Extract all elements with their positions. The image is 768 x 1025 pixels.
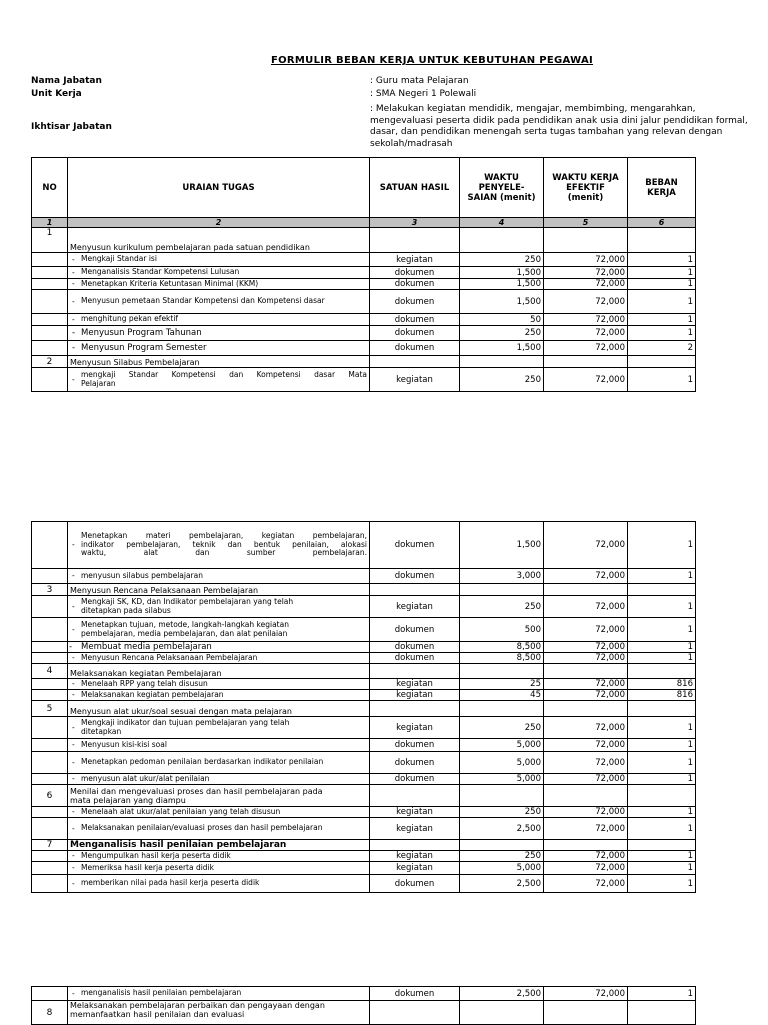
unit-cell: dokumen — [370, 341, 460, 356]
beban-cell: 1 — [628, 752, 696, 774]
task-text: menyusun silabus pembelajaran — [81, 570, 203, 580]
task-text: Menetapkan pedoman penilaian berdasarkan indikator penilaian — [81, 757, 324, 767]
waktu-cell: 2,500 — [460, 987, 544, 1001]
table-row: - Menyusun Program Tahunan dokumen 250 72,000 1 — [32, 326, 696, 341]
waktu-cell: 1,500 — [460, 341, 544, 356]
table-row: - menganalisis hasil penilaian pembelajaran dokumen 2,500 72,000 1 — [32, 987, 696, 1001]
col-header-no: NO — [32, 158, 68, 218]
section-row — [32, 785, 696, 807]
table-header-row — [32, 158, 696, 218]
task-text: Menyusun pemetaan Standar Kompetensi dan Kompetensi dasar — [81, 296, 325, 306]
beban-cell: 1 — [628, 618, 696, 642]
waktu-cell: 50 — [460, 314, 544, 326]
unit-cell: dokumen — [370, 522, 460, 569]
waktu-cell: 1,500 — [460, 290, 544, 314]
unit-cell: kegiatan — [370, 596, 460, 618]
unit-cell: dokumen — [370, 653, 460, 664]
efektif-cell: 72,000 — [544, 618, 628, 642]
waktu-cell: 250 — [460, 596, 544, 618]
row-number: 6 — [32, 785, 68, 807]
task-text: menghitung pekan efektif — [81, 314, 179, 324]
unit-cell: dokumen — [370, 267, 460, 279]
unit-cell: dokumen — [370, 326, 460, 341]
col-header-beban: BEBAN KERJA — [628, 158, 696, 218]
beban-cell: 2 — [628, 341, 696, 356]
task-text: Menelaah alat ukur/alat penilaian yang telah disusun — [81, 806, 281, 816]
task-text: Mengkaji indikator dan tujuan pembelajaran yang telah ditetapkan — [81, 718, 290, 736]
waktu-cell: 5,000 — [460, 862, 544, 875]
beban-cell: 1 — [628, 522, 696, 569]
beban-cell: 1 — [628, 326, 696, 341]
waktu-cell: 1,500 — [460, 279, 544, 290]
unit-cell: kegiatan — [370, 818, 460, 840]
beban-cell: 1 — [628, 279, 696, 290]
waktu-cell: 5,000 — [460, 752, 544, 774]
unit-cell: dokumen — [370, 739, 460, 752]
waktu-cell: 5,000 — [460, 739, 544, 752]
task-text: mengkaji Standar Kompetensi dan Kompetensi dasar Mata Pelajaran — [81, 370, 367, 388]
beban-cell: 1 — [628, 987, 696, 1001]
table-row: - Menyusun Rencana Pelaksanaan Pembelajaran dokumen 8,500 72,000 1 — [32, 653, 696, 664]
task-text: Menganalisis Standar Kompetensi Lulusan — [81, 267, 240, 277]
table-row: - Menyusun Program Semester dokumen 1,500 72,000 2 — [32, 341, 696, 356]
efektif-cell: 72,000 — [544, 368, 628, 392]
unit-cell: kegiatan — [370, 717, 460, 739]
table-row: - Membuat media pembelajaran dokumen 8,500 72,000 1 — [32, 642, 696, 653]
row-number: 1 — [32, 228, 68, 253]
table-row: - memberikan nilai pada hasil kerja peserta didik dokumen 2,500 72,000 1 — [32, 875, 696, 893]
task-text: Menetapkan Kriteria Ketuntasan Minimal (KKM) — [81, 278, 259, 288]
row-number: 3 — [32, 584, 68, 596]
waktu-cell: 5,000 — [460, 774, 544, 785]
beban-cell: 816 — [628, 690, 696, 701]
col-header-waktu: WAKTU PENYELE- SAIAN (menit) — [460, 158, 544, 218]
beban-cell: 1 — [628, 717, 696, 739]
efektif-cell: 72,000 — [544, 987, 628, 1001]
waktu-cell: 25 — [460, 679, 544, 690]
efektif-cell: 72,000 — [544, 807, 628, 818]
col-number: 1 — [32, 218, 68, 228]
efektif-cell: 72,000 — [544, 690, 628, 701]
beban-cell: 1 — [628, 569, 696, 584]
workload-table-part-2 — [31, 521, 696, 893]
section-title: Menyusun Silabus Pembelajaran — [68, 356, 370, 368]
section-title: Menyusun kurikulum pembelajaran pada satuan pendidikan — [68, 228, 370, 253]
task-text: Melaksanakan penilaian/evaluasi proses dan hasil pembelajaran — [81, 823, 323, 833]
beban-cell: 1 — [628, 807, 696, 818]
waktu-cell: 1,500 — [460, 522, 544, 569]
col-header-efektif: WAKTU KERJA EFEKTIF (menit) — [544, 158, 628, 218]
table-row: - Menelaah RPP yang telah disusun kegiatan 25 72,000 816 — [32, 679, 696, 690]
beban-cell: 1 — [628, 314, 696, 326]
beban-cell: 1 — [628, 875, 696, 893]
waktu-cell: 250 — [460, 851, 544, 862]
efektif-cell: 72,000 — [544, 679, 628, 690]
ikhtisar-jabatan-label: Ikhtisar Jabatan — [31, 122, 112, 132]
efektif-cell: 72,000 — [544, 290, 628, 314]
unit-cell: dokumen — [370, 290, 460, 314]
table-row: - Melaksanakan penilaian/evaluasi proses dan hasil pembelajaran kegiatan 2,500 72,000 1 — [32, 818, 696, 840]
efektif-cell: 72,000 — [544, 862, 628, 875]
nama-jabatan-label: Nama Jabatan — [31, 76, 102, 86]
task-text: Mengumpulkan hasil kerja peserta didik — [81, 850, 231, 860]
task-text: Menyusun Program Semester — [81, 342, 207, 353]
beban-cell: 1 — [628, 368, 696, 392]
section-row — [32, 664, 696, 679]
table-row: - Menyusun pemetaan Standar Kompetensi dan Kompetensi dasar dokumen 1,500 72,000 1 — [32, 290, 696, 314]
waktu-cell: 250 — [460, 717, 544, 739]
efektif-cell: 72,000 — [544, 253, 628, 267]
table-row: - Menetapkan pedoman penilaian berdasarkan indikator penilaian dokumen 5,000 72,000 1 — [32, 752, 696, 774]
efektif-cell: 72,000 — [544, 774, 628, 785]
col-header-uraian: URAIAN TUGAS — [68, 158, 370, 218]
table-row: - menghitung pekan efektif dokumen 50 72,000 1 — [32, 314, 696, 326]
section-row — [32, 701, 696, 717]
table-row: - Melaksanakan kegiatan pembelajaran kegiatan 45 72,000 816 — [32, 690, 696, 701]
unit-cell: kegiatan — [370, 679, 460, 690]
unit-cell: kegiatan — [370, 690, 460, 701]
col-number: 3 — [370, 218, 460, 228]
unit-kerja-value: : SMA Negeri 1 Polewali — [370, 89, 477, 99]
task-text: Memeriksa hasil kerja peserta didik — [81, 862, 214, 872]
beban-cell: 1 — [628, 596, 696, 618]
row-number: 2 — [32, 356, 68, 368]
unit-cell: kegiatan — [370, 368, 460, 392]
nama-jabatan-value: : Guru mata Pelajaran — [370, 76, 469, 86]
unit-cell: dokumen — [370, 279, 460, 290]
beban-cell: 1 — [628, 253, 696, 267]
task-text: Mengkaji SK, KD, dan Indikator pembelajaran yang telah ditetapkan pada silabus — [81, 597, 294, 615]
beban-cell: 1 — [628, 653, 696, 664]
beban-cell: 1 — [628, 267, 696, 279]
task-text: Menyusun Rencana Pelaksanaan Pembelajaran — [81, 652, 258, 662]
waktu-cell: 8,500 — [460, 642, 544, 653]
table-row: - Menganalisis Standar Kompetensi Lulusan dokumen 1,500 72,000 1 — [32, 267, 696, 279]
efektif-cell: 72,000 — [544, 851, 628, 862]
unit-cell: dokumen — [370, 752, 460, 774]
unit-cell: dokumen — [370, 987, 460, 1001]
task-text: Menyusun kisi-kisi soal — [81, 739, 167, 749]
task-text: Menyusun Program Tahunan — [81, 327, 202, 338]
table-row: - Mengkaji indikator dan tujuan pembelajaran yang telah ditetapkan kegiatan 250 72,000 1 — [32, 717, 696, 739]
waktu-cell: 250 — [460, 807, 544, 818]
unit-cell: kegiatan — [370, 807, 460, 818]
efektif-cell: 72,000 — [544, 326, 628, 341]
unit-cell: kegiatan — [370, 851, 460, 862]
efektif-cell: 72,000 — [544, 341, 628, 356]
waktu-cell: 2,500 — [460, 818, 544, 840]
unit-kerja-label: Unit Kerja — [31, 89, 82, 99]
efektif-cell: 72,000 — [544, 642, 628, 653]
unit-cell: kegiatan — [370, 862, 460, 875]
unit-cell: dokumen — [370, 774, 460, 785]
col-number: 2 — [68, 218, 370, 228]
unit-cell: dokumen — [370, 314, 460, 326]
row-number: 8 — [32, 1001, 68, 1025]
task-text: Melaksanakan kegiatan pembelajaran — [81, 689, 224, 699]
efektif-cell: 72,000 — [544, 596, 628, 618]
section-row — [32, 1001, 696, 1025]
section-row — [32, 356, 696, 368]
section-row — [32, 840, 696, 851]
table-row: - Mengkaji Standar isi kegiatan 250 72,000 1 — [32, 253, 696, 267]
section-title: Melaksanakan kegiatan Pembelajaran — [68, 664, 370, 679]
efektif-cell: 72,000 — [544, 314, 628, 326]
unit-cell: dokumen — [370, 875, 460, 893]
waktu-cell: 500 — [460, 618, 544, 642]
waktu-cell: 2,500 — [460, 875, 544, 893]
efektif-cell: 72,000 — [544, 818, 628, 840]
waktu-cell: 8,500 — [460, 653, 544, 664]
efektif-cell: 72,000 — [544, 522, 628, 569]
efektif-cell: 72,000 — [544, 653, 628, 664]
beban-cell: 1 — [628, 739, 696, 752]
table-row: - menyusun silabus pembelajaran dokumen 3,000 72,000 1 — [32, 569, 696, 584]
task-text: menganalisis hasil penilaian pembelajaran — [81, 988, 242, 998]
section-title: Menganalisis hasil penilaian pembelajaran — [68, 840, 370, 851]
row-number: 4 — [32, 664, 68, 679]
unit-cell: kegiatan — [370, 253, 460, 267]
waktu-cell: 1,500 — [460, 267, 544, 279]
efektif-cell: 72,000 — [544, 739, 628, 752]
section-row — [32, 584, 696, 596]
task-text: memberikan nilai pada hasil kerja peserta didik — [81, 878, 260, 888]
col-number: 5 — [544, 218, 628, 228]
section-title: Menyusun alat ukur/soal sesuai dengan mata pelajaran — [68, 701, 370, 717]
section-title: Menilai dan mengevaluasi proses dan hasil pembelajaran pada mata pelajaran yang diampu — [68, 785, 370, 807]
beban-cell: 1 — [628, 290, 696, 314]
beban-cell: 1 — [628, 818, 696, 840]
waktu-cell: 3,000 — [460, 569, 544, 584]
beban-cell: 1 — [628, 851, 696, 862]
efektif-cell: 72,000 — [544, 267, 628, 279]
workload-table-part-3 — [31, 986, 696, 1025]
table-row: - Menelaah alat ukur/alat penilaian yang telah disusun kegiatan 250 72,000 1 — [32, 807, 696, 818]
task-text: Membuat media pembelajaran — [81, 641, 212, 652]
unit-cell: dokumen — [370, 569, 460, 584]
table-row: - Menyusun kisi-kisi soal dokumen 5,000 72,000 1 — [32, 739, 696, 752]
beban-cell: 816 — [628, 679, 696, 690]
workload-table-part-1 — [31, 157, 696, 392]
ikhtisar-jabatan-value: : Melakukan kegiatan mendidik, mengajar, membimbing, mengarahkan, mengevaluasi peserta didik pada pendidikan anak usia dini jalur pendidikan formal, dasar, dan pendidikan menengah serta tugas tambahan yang relevan dengan sekolah/madrasah — [370, 104, 748, 149]
waktu-cell: 250 — [460, 326, 544, 341]
table-row: - Memeriksa hasil kerja peserta didik kegiatan 5,000 72,000 1 — [32, 862, 696, 875]
section-row — [32, 228, 696, 253]
task-text: Menetapkan tujuan, metode, langkah-langkah kegiatan pembelajaran, media pembelajaran, dan alat penilaian — [81, 620, 289, 638]
section-title: Menyusun Rencana Pelaksanaan Pembelajaran — [68, 584, 370, 596]
efektif-cell: 72,000 — [544, 752, 628, 774]
row-number: 7 — [32, 840, 68, 851]
table-row: - Mengumpulkan hasil kerja peserta didik kegiatan 250 72,000 1 — [32, 851, 696, 862]
col-header-satuan: SATUAN HASIL — [370, 158, 460, 218]
table-row: - Menetapkan tujuan, metode, langkah-langkah kegiatan pembelajaran, media pembelajaran, dan alat penilaian dokumen 500 72,000 1 — [32, 618, 696, 642]
waktu-cell: 250 — [460, 253, 544, 267]
task-text: Menetapkan materi pembelajaran, kegiatan pembelajaran, indikator pembelajaran, teknik dan bentuk penilaian, alokasi waktu, alat dan sumber pembelajaran. — [81, 531, 367, 558]
task-text: menyusun alat ukur/alat penilaian — [81, 773, 210, 783]
task-text: Menelaah RPP yang telah disusun — [81, 678, 208, 688]
table-row: - menyusun alat ukur/alat penilaian dokumen 5,000 72,000 1 — [32, 774, 696, 785]
column-number-row — [32, 218, 696, 228]
row-number: 5 — [32, 701, 68, 717]
task-text: Mengkaji Standar isi — [81, 254, 157, 264]
beban-cell: 1 — [628, 642, 696, 653]
unit-cell: dokumen — [370, 618, 460, 642]
col-number: 6 — [628, 218, 696, 228]
beban-cell: 1 — [628, 862, 696, 875]
form-title: FORMULIR BEBAN KERJA UNTUK KEBUTUHAN PEGAWAI — [270, 55, 594, 66]
unit-cell: dokumen — [370, 642, 460, 653]
efektif-cell: 72,000 — [544, 875, 628, 893]
efektif-cell: 72,000 — [544, 717, 628, 739]
section-title: Melaksanakan pembelajaran perbaikan dan pengayaan dengan memanfaatkan hasil penilaian dan evaluasi — [68, 1001, 370, 1025]
col-number: 4 — [460, 218, 544, 228]
table-row: - Menetapkan materi pembelajaran, kegiatan pembelajaran, indikator pembelajaran, teknik dan bentuk penilaian, alokasi waktu, alat dan sumber pembelajaran. dokumen 1,500 72,000 1 — [32, 522, 696, 569]
efektif-cell: 72,000 — [544, 279, 628, 290]
beban-cell: 1 — [628, 774, 696, 785]
waktu-cell: 45 — [460, 690, 544, 701]
table-row: - Mengkaji SK, KD, dan Indikator pembelajaran yang telah ditetapkan pada silabus kegiatan 250 72,000 1 — [32, 596, 696, 618]
table-row: - Menetapkan Kriteria Ketuntasan Minimal (KKM) dokumen 1,500 72,000 1 — [32, 279, 696, 290]
efektif-cell: 72,000 — [544, 569, 628, 584]
table-row: - mengkaji Standar Kompetensi dan Kompetensi dasar Mata Pelajaran kegiatan 250 72,000 1 — [32, 368, 696, 392]
waktu-cell: 250 — [460, 368, 544, 392]
